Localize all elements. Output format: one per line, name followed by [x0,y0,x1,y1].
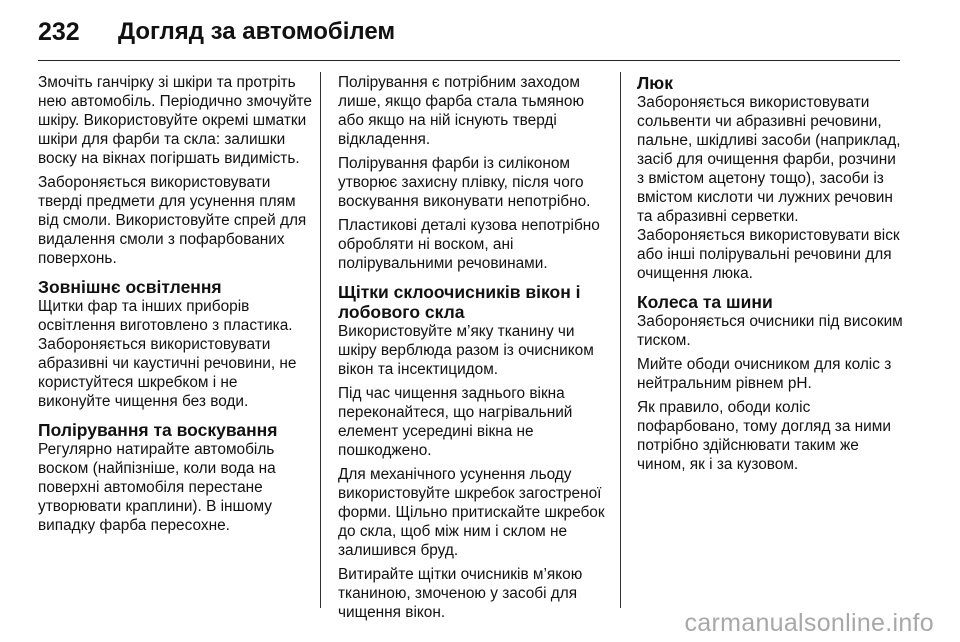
paragraph: Як правило, ободи коліс пофарбовано, тому догляд за ними потрібно здійснювати таким же чином, як і за кузовом. [637,399,891,473]
column-divider [620,72,621,608]
section-heading-polishing: Полірування та воскування [38,420,278,440]
page-title: Догляд за автомобілем [118,18,396,45]
paragraph: Використовуйте м’яку тканину чи шкіру верблюда разом із очисником вікон та інсектицидом. [338,323,594,378]
text-column-3 [637,73,907,479]
watermark: carmanualsonline.info [684,609,934,637]
paragraph: Забороняється використовувати сольвенти чи абразивні речовини, пальне, шкідливі засоби (наприклад, засіб для очищення фарби, розчини з вмістом ацетону тощо), засоби із вмістом кислоти чи лужних речовин та абразивні серветки. Забороняється використовувати віск або інші полірувальні речовини для очищення люка. [637,94,901,282]
text-column-2 [338,73,608,627]
paragraph: Під час чищення заднього вікна переконайтеся, що нагрівальний елемент усередині вікна не пошкоджено. [338,385,573,459]
paragraph: Полірування фарби із силіконом утворює захисну плівку, після чого воскування виконувати непотрібно. [338,155,591,210]
paragraph: Пластикові деталі кузова непотрібно обробляти ні воском, ані полірувальними речовинами. [338,217,600,272]
paragraph: Для механічного усунення льоду використовуйте шкребок загостреної форми. Щільно притискайте шкребок до скла, щоб між ним і склом не залишився бруд. [338,466,605,559]
header-divider [38,60,900,61]
paragraph: Забороняється використовувати тверді предмети для усунення плям від смоли. Використовуйте спрей для видалення смоли з пофарбованих поверхонь. [38,174,307,267]
paragraph: Полірування є потрібним заходом лише, якщо фарба стала тьмяною або якщо на ній існують тверді відкладення. [338,74,585,148]
text-column-1 [38,73,313,540]
paragraph: Регулярно натирайте автомобіль воском (найпізніше, коли вода на поверхні автомобіля перестане утворювати краплини). В іншому випадку фарба пересохне. [38,441,276,534]
paragraph: Щитки фар та інших приборів освітлення виготовлено з пластика. Забороняється використовувати абразивні чи каустичні речовини, не користуйтеся шкребком і не виконуйте чищення без води. [38,298,297,410]
section-heading-exterior-lighting: Зовнішнє освітлення [38,277,222,297]
section-heading-wheels-tyres: Колеса та шини [637,292,773,312]
paragraph: Витирайте щітки очисників м’якою тканиною, змоченою у засобі для чищення вікон. [338,566,583,621]
column-divider [320,72,321,608]
paragraph: Забороняється очисники під високим тиском. [637,313,903,349]
paragraph: Змочіть ганчірку зі шкіри та протріть нею автомобіль. Періодично змочуйте шкіру. Використовуйте окремі шматки шкіри для фарби та скла: залишки воску на вікнах погіршать видимість. [38,74,312,167]
page-number: 232 [38,17,80,46]
paragraph: Мийте ободи очисником для коліс з нейтральним рівнем pH. [637,356,892,392]
section-heading-wiper-blades: Щітки склоочисників вікон і лобового скла [338,282,581,322]
section-heading-sunroof: Люк [637,73,673,93]
page-header [38,14,395,50]
